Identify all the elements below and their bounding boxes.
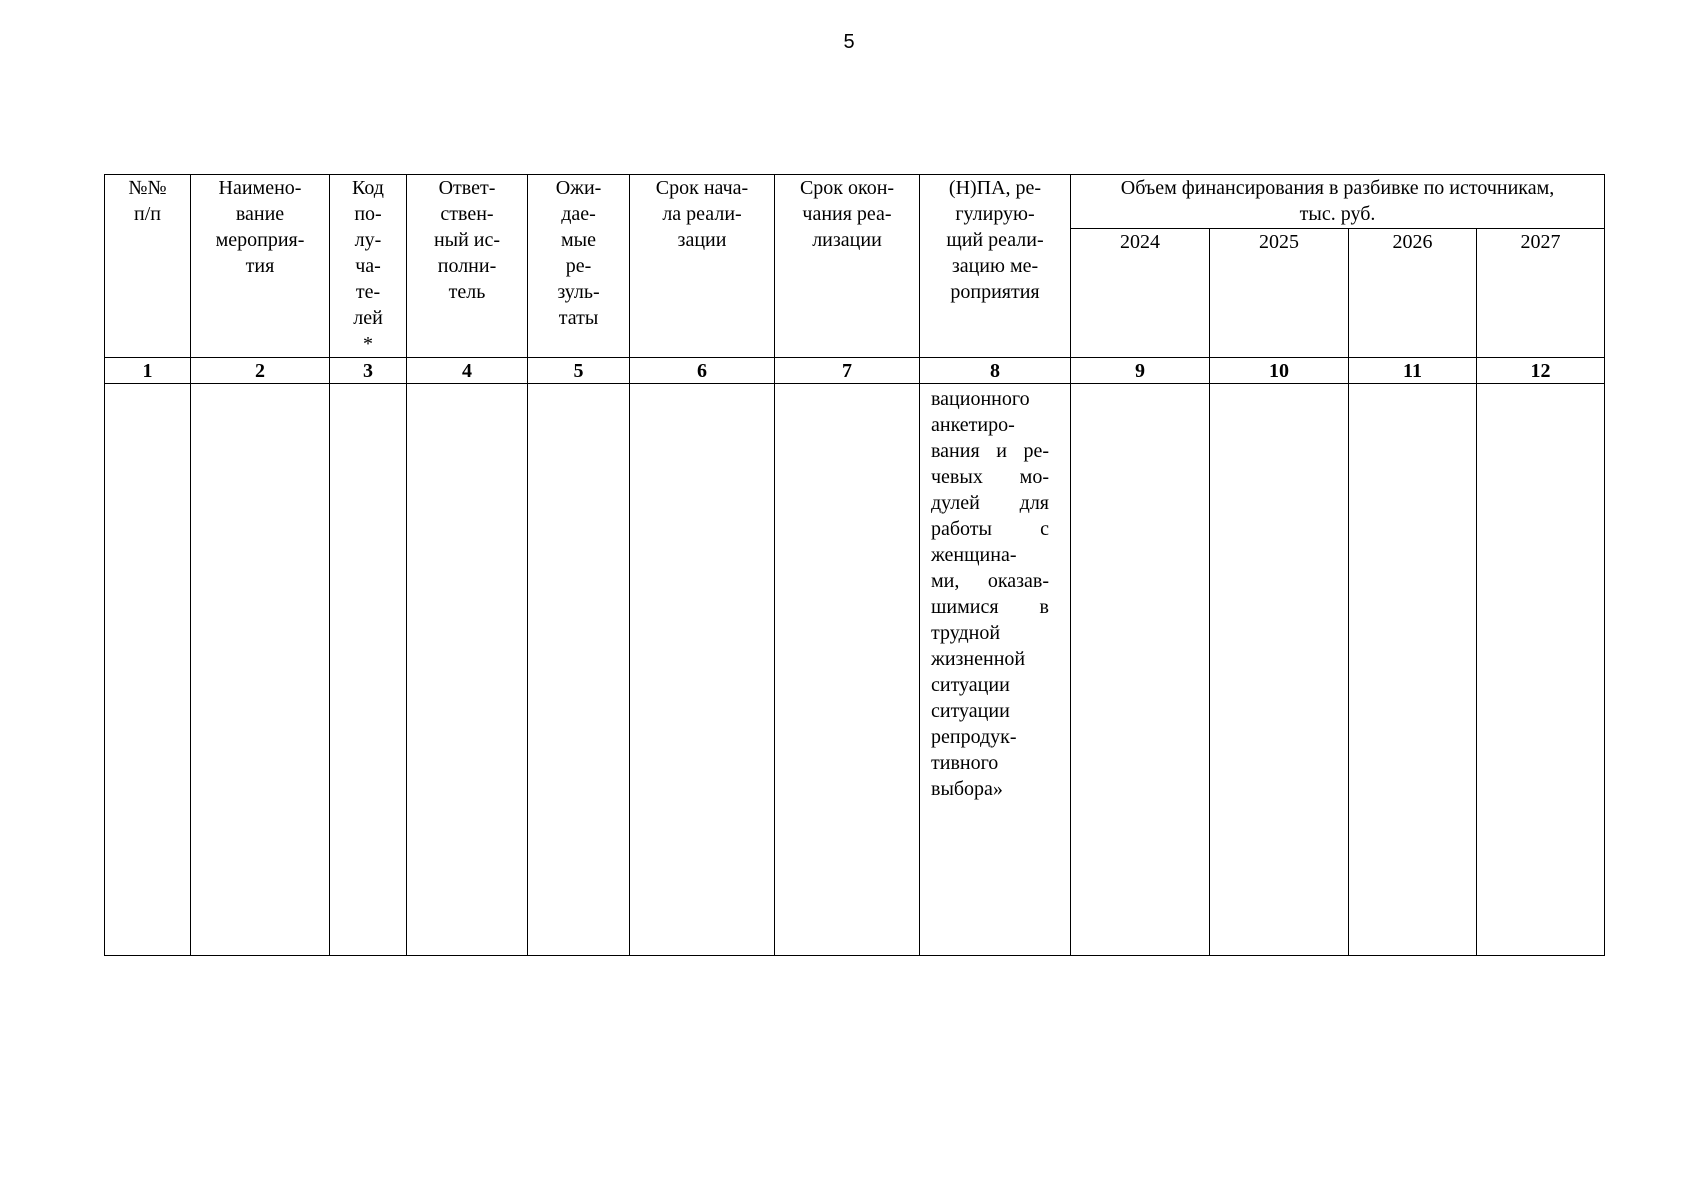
- cell-expected-results: [528, 384, 630, 956]
- npa-text-line: анкетиро-: [931, 414, 1015, 436]
- npa-text-line: тивного: [931, 752, 999, 774]
- header-expected-results: Ожи- дае- мые ре- зуль- таты: [528, 175, 630, 358]
- header-measure-name: Наимено- вание мероприя- тия: [191, 175, 330, 358]
- npa-text-line: трудной: [931, 622, 1001, 644]
- column-number: 1: [105, 358, 191, 384]
- column-number: 3: [330, 358, 407, 384]
- header-recipient-code: Код по- лу- ча- те- лей *: [330, 175, 407, 358]
- cell-responsible: [407, 384, 528, 956]
- npa-text-line: вационного: [931, 388, 1030, 410]
- cell-funding-2025: [1210, 384, 1349, 956]
- cell-end-date: [775, 384, 920, 956]
- cell-funding-2026: [1349, 384, 1477, 956]
- npa-text-line: ситуации: [931, 674, 1010, 696]
- npa-text-line: ми, оказав-: [931, 570, 1049, 592]
- column-number: 11: [1349, 358, 1477, 384]
- npa-text-line: репродук-: [931, 726, 1017, 748]
- npa-text: [931, 386, 1049, 802]
- npa-text-line: работы с: [931, 518, 1049, 540]
- npa-text-line: ситуации: [931, 700, 1010, 722]
- column-number: 2: [191, 358, 330, 384]
- header-financing: Объем финансирования в разбивке по источникам, тыс. руб.: [1071, 175, 1605, 229]
- table-row: [105, 384, 1605, 956]
- header-year-2027: 2027: [1477, 228, 1605, 357]
- header-number: №№ п/п: [105, 175, 191, 358]
- header-start-date: Срок нача- ла реали- зации: [630, 175, 775, 358]
- npa-text-line: выбора»: [931, 778, 1003, 800]
- column-number: 5: [528, 358, 630, 384]
- cell-npa: [920, 384, 1071, 956]
- column-number: 6: [630, 358, 775, 384]
- measures-table: [104, 174, 1605, 956]
- column-number: 9: [1071, 358, 1210, 384]
- header-year-2025: 2025: [1210, 228, 1349, 357]
- npa-text-line: чевых мо-: [931, 466, 1049, 488]
- header-npa: (Н)ПА, ре- гулирую- щий реали- зацию ме- роприятия: [920, 175, 1071, 358]
- header-row: [105, 175, 1605, 229]
- cell-recipient-code: [330, 384, 407, 956]
- npa-text-line: женщина-: [931, 544, 1017, 566]
- npa-text-line: дулей для: [931, 492, 1049, 514]
- column-number: 7: [775, 358, 920, 384]
- column-number: 8: [920, 358, 1071, 384]
- cell-number: [105, 384, 191, 956]
- column-number: 12: [1477, 358, 1605, 384]
- header-responsible: Ответ- ствен- ный ис- полни- тель: [407, 175, 528, 358]
- column-number-row: [105, 358, 1605, 384]
- page-number: 5: [843, 31, 855, 53]
- header-end-date: Срок окон- чания реа- лизации: [775, 175, 920, 358]
- header-year-2024: 2024: [1071, 228, 1210, 357]
- cell-measure-name: [191, 384, 330, 956]
- cell-start-date: [630, 384, 775, 956]
- column-number: 10: [1210, 358, 1349, 384]
- header-year-2026: 2026: [1349, 228, 1477, 357]
- cell-funding-2024: [1071, 384, 1210, 956]
- column-number: 4: [407, 358, 528, 384]
- cell-funding-2027: [1477, 384, 1605, 956]
- npa-text-line: вания и ре-: [931, 440, 1049, 462]
- npa-text-line: шимися в: [931, 596, 1049, 618]
- npa-text-line: жизненной: [931, 648, 1026, 670]
